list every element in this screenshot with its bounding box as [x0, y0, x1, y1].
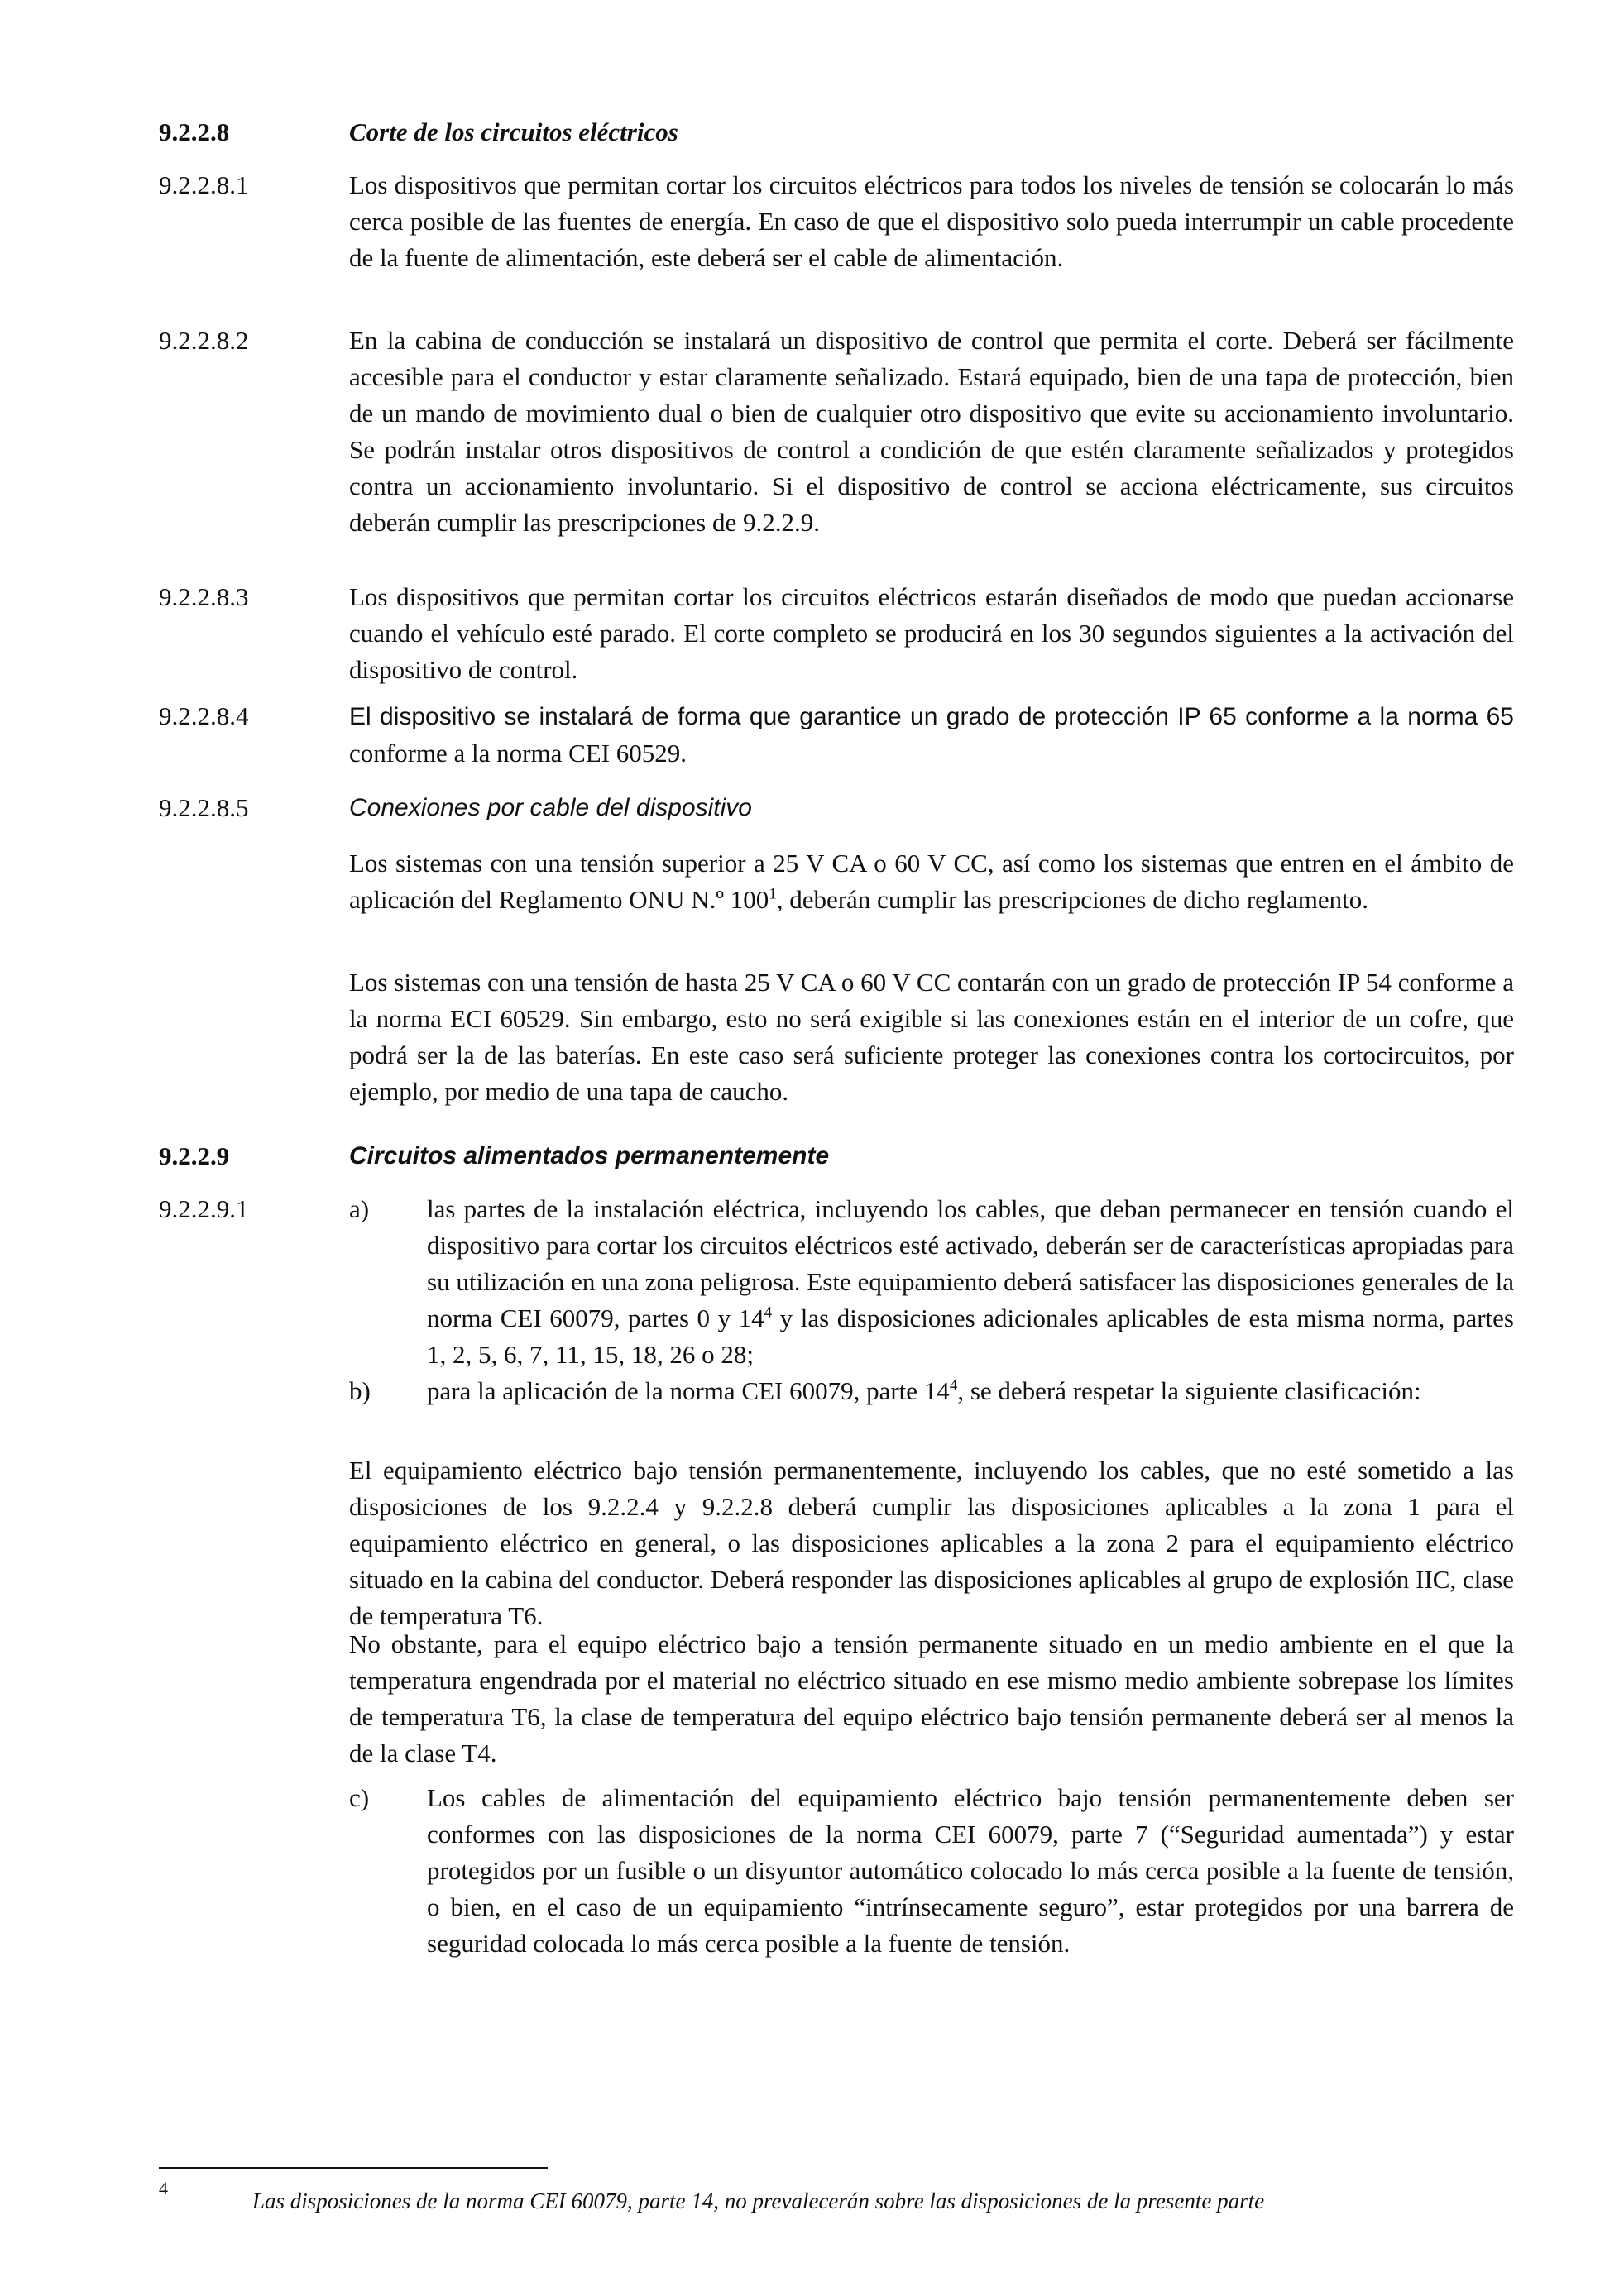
section-number: 9.2.2.8.4	[159, 701, 249, 730]
list-item-text-part: y las disposiciones adicionales aplicables de esta misma norma, partes 1, 2, 5, 6, 7, 11, 15, 18, 26 o 28;	[427, 1303, 1514, 1369]
paragraph-9-2-2-9-1-text-1: El equipamiento eléctrico bajo tensión permanentemente, incluyendo los cables, que no esté sometido a las disposiciones de los 9.2.2.4 y 9.2.2.8 deberá cumplir las disposiciones aplicables a la zona 1 para el equipamiento eléctrico en general, o las disposiciones aplicables a la zona 2 para el equipamiento eléctrico situado en la cabina del conductor. Deberá responder las disposiciones aplicables al grupo de explosión IIC, clase de temperatura T6.	[349, 1456, 1514, 1630]
paragraph-text-part: El dispositivo se instalará de forma que garantice un grado de protección IP 65 conforme a la norma 65	[349, 703, 1514, 730]
paragraph-text: En la cabina de conducción se instalará un dispositivo de control que permita el corte. Deberá ser fácilmente accesible para el conductor y estar claramente señalizado. Estará equipado, bien de una tapa de protección, bien de un mando de movimiento dual o bien de cualquier otro dispositivo que evite su accionamiento involuntario. Se podrán instalar otros dispositivos de control a condición de que estén claramente señalizados y protegidos contra un accionamiento involuntario. Si el dispositivo de control se acciona eléctricamente, sus circuitos deberán cumplir las prescripciones de 9.2.2.9.	[349, 326, 1514, 537]
list-item-text-part: las partes de la instalación eléctrica, incluyendo los cables, que deban permanecer en tensión cuando el dispositivo para cortar los circuitos eléctricos esté activado, deberán ser de características apropiadas para su utilización en una zona peligrosa. Este equipamiento deberá satisfacer las disposiciones generales de la norma CEI 60079, partes 0 y 14	[427, 1194, 1514, 1332]
list-item-label: b)	[349, 1376, 371, 1405]
section-title: Conexiones por cable del dispositivo	[349, 794, 752, 821]
paragraph-9-2-2-8-3	[159, 579, 1514, 688]
section-number: 9.2.2.9	[159, 1141, 230, 1170]
list-item-a	[349, 1191, 1514, 1373]
footnote-ref: 1	[769, 885, 777, 903]
paragraph-9-2-2-8-4	[159, 698, 1514, 772]
paragraph-text: Los dispositivos que permitan cortar los circuitos eléctricos estarán diseñados de modo que puedan accionarse cuando el vehículo esté parado. El corte completo se producirá en los 30 segundos siguientes a la activación del dispositivo de control.	[349, 582, 1514, 684]
footnote-number: 4	[159, 2178, 168, 2198]
list-item-text	[427, 1373, 1514, 1409]
paragraph-9-2-2-9-1-text-2: No obstante, para el equipo eléctrico bajo a tensión permanente situado en un medio ambiente en el que la temperatura engendrada por el material no eléctrico situado en ese mismo medio ambiente sobrepase los límites de temperatura T6, la clase de temperatura del equipo eléctrico bajo tensión permanente deberá ser al menos la de la clase T4.	[349, 1629, 1514, 1767]
footnote-separator	[159, 2167, 548, 2169]
paragraph-9-2-2-8-2	[159, 323, 1514, 541]
section-number: 9.2.2.8.1	[159, 170, 249, 199]
section-heading-9-2-2-8-5	[159, 790, 1514, 826]
paragraph-text: Los dispositivos que permitan cortar los circuitos eléctricos para todos los niveles de tensión se colocarán lo más cerca posible de las fuentes de energía. En caso de que el dispositivo solo pueda interrumpir un cable procedente de la fuente de alimentación, este deberá ser el cable de alimentación.	[349, 170, 1514, 272]
list-item-text-part: para la aplicación de la norma CEI 60079, parte 14	[427, 1376, 950, 1405]
list-item-label: c)	[349, 1783, 370, 1812]
footnote-text: Las disposiciones de la norma CEI 60079, parte 14, no prevalecerán sobre las disposiciones de la presente parte	[252, 2188, 1265, 2213]
footnote-ref: 4	[764, 1303, 773, 1322]
section-number: 9.2.2.8.3	[159, 582, 249, 611]
section-number: 9.2.2.9.1	[159, 1194, 249, 1223]
paragraph-text	[349, 698, 1514, 772]
section-heading-9-2-2-9	[159, 1138, 1514, 1174]
list-item-text	[427, 1191, 1514, 1373]
list-item-label: a)	[349, 1194, 370, 1223]
list-item-text: Los cables de alimentación del equipamiento eléctrico bajo tensión permanentemente deben ser conformes con las disposiciones de la norma CEI 60079, parte 7 (“Seguridad aumentada”) y estar protegidos por un fusible o un disyuntor automático colocado lo más cerca posible a la fuente de tensión, o bien, en el caso de un equipamiento “intrínsecamente seguro”, estar protegidos por una barrera de seguridad colocada lo más cerca posible a la fuente de tensión.	[427, 1783, 1514, 1958]
section-heading-9-2-2-8	[159, 114, 1514, 151]
section-title: Circuitos alimentados permanentemente	[349, 1142, 830, 1170]
paragraph-9-2-2-8-5-b: Los sistemas con una tensión de hasta 25 V CA o 60 V CC contarán con un grado de protección IP 54 conforme a la norma ECI 60529. Sin embargo, esto no será exigible si las conexiones están en el interior de un cofre, que podrá ser la de las baterías. En este caso será suficiente proteger las conexiones contra los cortocircuitos, por ejemplo, por medio de una tapa de caucho.	[349, 968, 1514, 1106]
list-item-text-part: , se deberá respetar la siguiente clasificación:	[957, 1376, 1421, 1405]
paragraph-text: Los sistemas con una tensión superior a 25 V CA o 60 V CC, así como los sistemas que entren en el ámbito de aplicación del Reglamento ONU N.º 100	[349, 849, 1514, 914]
footnote-ref: 4	[949, 1376, 958, 1394]
section-number: 9.2.2.8.2	[159, 326, 249, 355]
list-item-b	[349, 1373, 1514, 1409]
section-title: Corte de los circuitos eléctricos	[349, 117, 678, 146]
paragraph-9-2-2-8-5-a	[349, 845, 1514, 918]
paragraph-text-part: conforme a la norma CEI 60529.	[349, 739, 687, 768]
paragraph-9-2-2-8-1	[159, 167, 1514, 276]
section-number: 9.2.2.8.5	[159, 793, 249, 822]
paragraph-text: , deberán cumplir las prescripciones de dicho reglamento.	[776, 885, 1369, 914]
section-number: 9.2.2.8	[159, 117, 230, 146]
list-item-c	[349, 1780, 1514, 1962]
